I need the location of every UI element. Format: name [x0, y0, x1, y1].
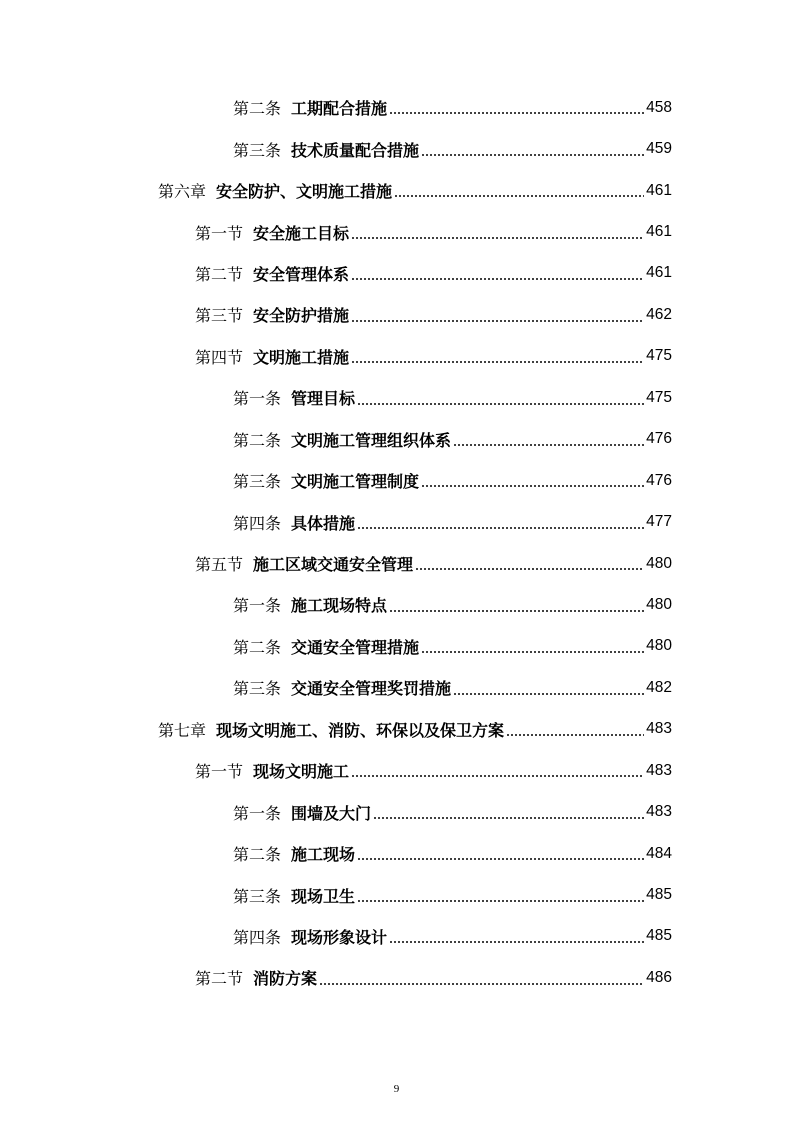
toc-entry-page: 477: [646, 513, 672, 531]
dot-leader: [389, 99, 644, 115]
toc-entry-number: 第六章: [158, 182, 207, 202]
toc-entry-title: 文明施工措施: [253, 347, 350, 367]
toc-entry-page: 484: [646, 844, 672, 862]
dot-leader: [389, 928, 644, 944]
page-number: 9: [393, 1083, 400, 1095]
toc-entry-page: 486: [646, 968, 672, 986]
toc-entry-number: 第三条: [233, 140, 282, 160]
dot-leader: [421, 472, 644, 488]
dot-leader: [351, 224, 644, 240]
toc-entry-title: 安全管理体系: [253, 264, 350, 284]
dot-leader: [319, 970, 644, 986]
toc-entry[interactable]: [0, 791, 793, 832]
dot-leader: [453, 680, 644, 696]
toc-entry-title: 管理目标: [291, 389, 356, 409]
toc-entry-title: 现场文明施工、消防、环保以及保卫方案: [216, 720, 505, 740]
toc-entry-title: 具体措施: [291, 513, 356, 533]
dot-leader: [351, 762, 644, 778]
toc-entry-page: 475: [646, 347, 672, 365]
toc-entry-number: 第二条: [233, 99, 282, 119]
toc-entry[interactable]: [0, 916, 793, 957]
toc-entry-number: 第二条: [233, 845, 282, 865]
toc-entry-title: 技术质量配合措施: [291, 140, 420, 160]
toc-entry-page: 480: [646, 595, 672, 613]
toc-entry[interactable]: [0, 584, 793, 625]
toc-entry-page: 480: [646, 554, 672, 572]
toc-entry[interactable]: [0, 211, 793, 252]
toc-entry-number: 第一条: [233, 596, 282, 616]
dot-leader: [357, 514, 644, 530]
toc-entry[interactable]: [0, 294, 793, 335]
toc-entry-number: 第二节: [195, 264, 244, 284]
toc-entry-number: 第三条: [233, 679, 282, 699]
toc-entry[interactable]: [0, 874, 793, 915]
dot-leader: [415, 555, 644, 571]
toc-entry-page: 461: [646, 181, 672, 199]
toc-entry-title: 施工现场特点: [291, 596, 388, 616]
dot-leader: [506, 721, 644, 737]
toc-entry-number: 第三条: [233, 886, 282, 906]
toc-entry-title: 安全防护、文明施工措施: [216, 182, 393, 202]
toc-entry-number: 第二条: [233, 430, 282, 450]
dot-leader: [421, 638, 644, 654]
toc-entry-number: 第四条: [233, 927, 282, 947]
toc-entry-title: 现场文明施工: [253, 762, 350, 782]
toc-entry-title: 施工区域交通安全管理: [253, 555, 414, 575]
toc-entry-title: 施工现场: [291, 845, 356, 865]
toc-entry[interactable]: [0, 709, 793, 750]
toc-entry-title: 文明施工管理组织体系: [291, 430, 452, 450]
toc-entry[interactable]: [0, 543, 793, 584]
toc-entry[interactable]: [0, 253, 793, 294]
toc-entry[interactable]: [0, 667, 793, 708]
toc-entry-page: 459: [646, 140, 672, 158]
toc-entry-number: 第二节: [195, 969, 244, 989]
toc-entry-title: 交通安全管理措施: [291, 637, 420, 657]
toc-entry-number: 第一条: [233, 803, 282, 823]
dot-leader: [351, 265, 644, 281]
toc-entry-page: 485: [646, 927, 672, 945]
dot-leader: [421, 141, 644, 157]
toc-entry-number: 第三节: [195, 306, 244, 326]
toc-entry-number: 第一条: [233, 389, 282, 409]
dot-leader: [357, 390, 644, 406]
toc-entry-page: 485: [646, 886, 672, 904]
toc-entry[interactable]: [0, 750, 793, 791]
toc-entry[interactable]: [0, 626, 793, 667]
toc-entry[interactable]: [0, 377, 793, 418]
toc-entry[interactable]: [0, 460, 793, 501]
toc-entry-number: 第七章: [158, 720, 207, 740]
toc-entry-title: 文明施工管理制度: [291, 472, 420, 492]
toc-entry-number: 第四节: [195, 347, 244, 367]
toc-entry[interactable]: [0, 87, 793, 128]
dot-leader: [394, 182, 644, 198]
toc-entry[interactable]: [0, 419, 793, 460]
toc-entry-title: 安全施工目标: [253, 223, 350, 243]
toc-entry-page: 476: [646, 430, 672, 448]
toc-entry-number: 第一节: [195, 762, 244, 782]
toc-entry-page: 483: [646, 720, 672, 738]
toc-entry-title: 消防方案: [253, 969, 318, 989]
toc-entry-page: 480: [646, 637, 672, 655]
toc-entry-title: 现场形象设计: [291, 927, 388, 947]
toc-entry-page: 458: [646, 98, 672, 116]
toc-entry-page: 475: [646, 388, 672, 406]
toc-entry[interactable]: [0, 170, 793, 211]
table-of-contents: [0, 87, 793, 999]
toc-entry[interactable]: [0, 336, 793, 377]
toc-entry-page: 483: [646, 761, 672, 779]
toc-entry[interactable]: [0, 128, 793, 169]
dot-leader: [453, 431, 644, 447]
dot-leader: [373, 804, 644, 820]
toc-entry-title: 安全防护措施: [253, 306, 350, 326]
toc-entry-title: 工期配合措施: [291, 99, 388, 119]
toc-entry-title: 围墙及大门: [291, 803, 372, 823]
toc-entry-title: 交通安全管理奖罚措施: [291, 679, 452, 699]
toc-entry-page: 461: [646, 223, 672, 241]
toc-entry-page: 462: [646, 305, 672, 323]
toc-entry[interactable]: [0, 833, 793, 874]
toc-entry-page: 476: [646, 471, 672, 489]
toc-entry-page: 483: [646, 803, 672, 821]
toc-entry-number: 第一节: [195, 223, 244, 243]
toc-entry[interactable]: [0, 501, 793, 542]
dot-leader: [357, 845, 644, 861]
toc-entry-number: 第五节: [195, 555, 244, 575]
toc-entry-number: 第四条: [233, 513, 282, 533]
dot-leader: [389, 597, 644, 613]
toc-entry-page: 482: [646, 678, 672, 696]
dot-leader: [357, 887, 644, 903]
toc-entry-number: 第三条: [233, 472, 282, 492]
toc-entry-title: 现场卫生: [291, 886, 356, 906]
dot-leader: [351, 348, 644, 364]
dot-leader: [351, 307, 644, 323]
toc-entry-page: 461: [646, 264, 672, 282]
toc-entry[interactable]: [0, 957, 793, 998]
toc-entry-number: 第二条: [233, 637, 282, 657]
